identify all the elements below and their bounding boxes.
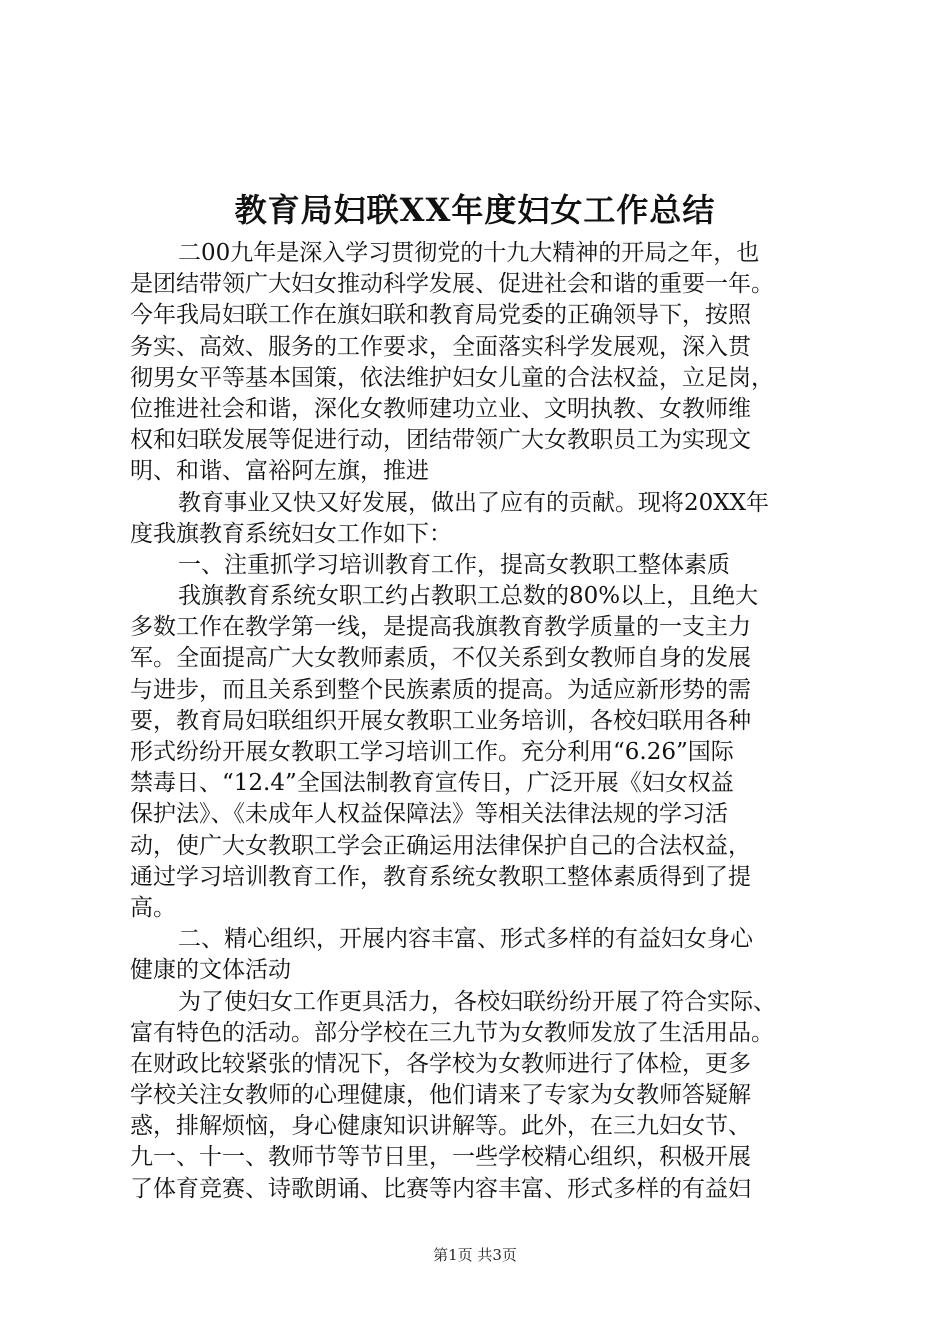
text-line: 惑，排解烦恼，身心健康知识讲解等。此外，在三九妇女节、: [130, 1113, 751, 1140]
text-line: 我旗教育系统女职工约占教职工总数的80%以上，且绝大: [178, 583, 759, 610]
text-line: 保护法》、《未成年人权益保障法》等相关法律法规的学习活: [130, 801, 728, 828]
text-line: 权和妇联发展等促进行动，团结带领广大女教职员工为实现文: [130, 427, 751, 454]
document-title: 教育局妇联XX年度妇女工作总结: [234, 191, 716, 229]
text-line: 是团结带领广大妇女推动科学发展、促进社会和谐的重要一年。: [130, 271, 774, 298]
text-line: 形式纷纷开展女教职工学习培训工作。充分利用“6.26”国际: [130, 739, 734, 765]
text-line: 富有特色的活动。部分学校在三九节为女教师发放了生活用品。: [130, 1019, 774, 1046]
text-line: 禁毒日、“12.4”全国法制教育宣传日，广泛开展《妇女权益: [130, 770, 734, 797]
text-line: 多数工作在教学第一线，是提高我旗教育教学质量的一支主力: [130, 614, 751, 641]
text-line: 学校关注女教师的心理健康，他们请来了专家为女教师答疑解: [130, 1082, 751, 1109]
text-line: 高。: [130, 894, 176, 921]
document-body: [130, 238, 854, 1205]
text-line: 与进步，而且关系到整个民族素质的提高。为适应新形势的需: [130, 676, 751, 703]
text-line: 二00九年是深入学习贯彻党的十九大精神的开局之年，也: [178, 240, 760, 266]
page-footer: 第1页 共3页: [433, 1246, 517, 1264]
text-line: 要，教育局妇联组织开展女教职工业务培训，各校妇联用各种: [130, 707, 751, 734]
text-line: 务实、高效、服务的工作要求，全面落实科学发展观，深入贯: [130, 333, 751, 360]
text-line: 二、精心组织，开展内容丰富、形式多样的有益妇女身心: [178, 926, 753, 953]
text-line: 教育事业又快又好发展，做出了应有的贡献。现将20XX年: [178, 489, 770, 516]
text-line: 为了使妇女工作更具活力，各校妇联纷纷开展了符合实际、: [178, 988, 776, 1015]
text-line: 九一、十一、教师节等节日里，一些学校精心组织，积极开展: [130, 1144, 751, 1171]
text-line: 动，使广大女教职工学会正确运用法律保护自己的合法权益，: [130, 832, 751, 859]
text-line: 明、和谐、富裕阿左旗，推进: [130, 458, 429, 485]
text-line: 一、注重抓学习培训教育工作，提高女教职工整体素质: [178, 551, 730, 578]
text-line: 位推进社会和谐，深化女教师建功立业、文明执教、女教师维: [130, 395, 751, 422]
text-line: 了体育竞赛、诗歌朗诵、比赛等内容丰富、形式多样的有益妇: [130, 1175, 751, 1202]
text-line: 军。全面提高广大女教师素质，不仅关系到女教师自身的发展: [130, 645, 751, 672]
text-line: 健康的文体活动: [130, 957, 291, 984]
text-line: 今年我局妇联工作在旗妇联和教育局党委的正确领导下，按照: [130, 302, 751, 329]
text-line: 通过学习培训教育工作，教育系统女教职工整体素质得到了提: [130, 863, 751, 890]
text-line: 度我旗教育系统妇女工作如下：: [130, 520, 452, 547]
text-line: 在财政比较紧张的情况下，各学校为女教师进行了体检，更多: [130, 1050, 751, 1077]
text-line: 彻男女平等基本国策，依法维护妇女儿童的合法权益，立足岗，: [130, 364, 774, 391]
